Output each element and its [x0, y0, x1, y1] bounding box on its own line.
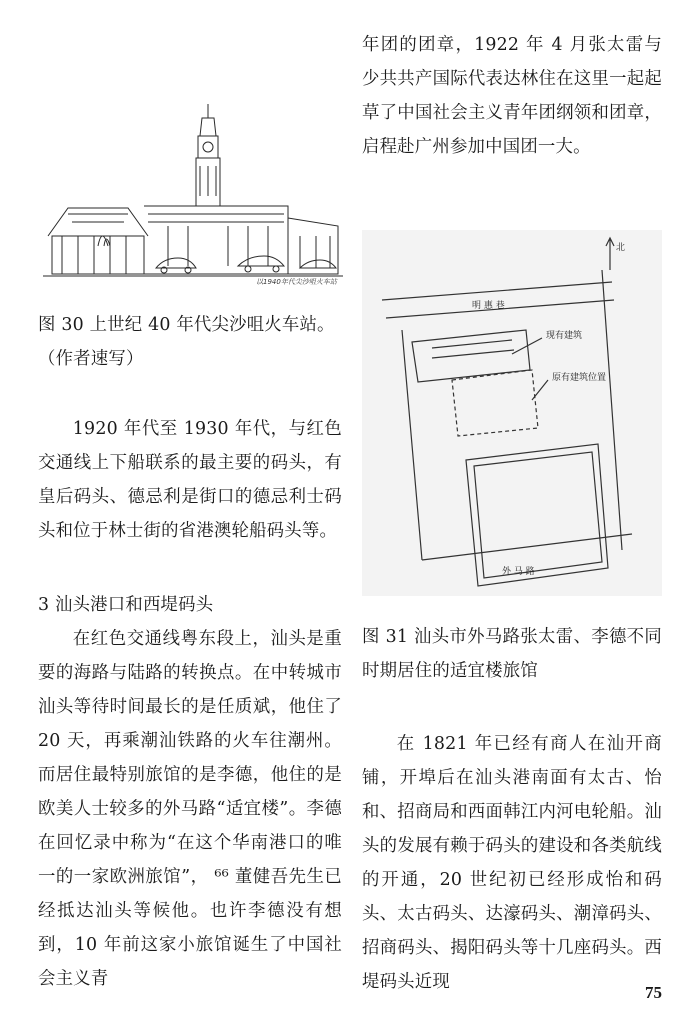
left-paragraph-1 — [38, 412, 342, 548]
figure30-caption — [38, 308, 338, 376]
figure31-caption — [362, 620, 662, 688]
railway-station-sketch — [38, 96, 348, 286]
original-building-label: 原有建筑位置 — [552, 373, 607, 383]
right-paragraph-top-text: 年团的团章，1922 年 4 月张太雷与少共共产国际代表达林住在这里一起起草了中国社会主义青年团纲领和团章，启程赴广州参加中国团一大。 — [362, 35, 662, 157]
sketch-signature: 以1940年代尖沙咀火车站 — [256, 278, 337, 286]
left-paragraph-2-text: 在红色交通线粤东段上，汕头是重要的海路与陆路的转换点。在中转城市汕头等待时间最长的是任质斌，他住了 20 天，再乘潮汕铁路的火车往潮州。而居住最特别旅馆的是李德，他住的是欧美人士较多的外马路“适宜楼”。李德在回忆录中称为“在这个华南港口的唯一的一家欧洲旅馆”， ⁶⁶ 董健吾先生已经抵达汕头等候他。也许李德没有想到，10 年前这家小旅馆诞生了中国社会主义青 — [38, 629, 342, 989]
section-heading-text: 3 汕头港口和西堤码头 — [38, 595, 214, 615]
hotel-site-plan — [362, 230, 662, 596]
page-number: 75 — [645, 983, 662, 1002]
left-paragraph-2 — [38, 622, 342, 996]
existing-building-label: 现有建筑 — [546, 331, 583, 341]
left-paragraph-1-text: 1920 年代至 1930 年代，与红色交通线上下船联系的最主要的码头，有皇后码头、德忌利是街口的德忌利士码头和位于林士街的省港澳轮船码头等。 — [38, 419, 342, 541]
right-paragraph-top — [362, 28, 662, 164]
right-paragraph-text: 在 1821 年已经有商人在汕开商铺，开埠后在汕头港南面有太古、怡和、招商局和西面韩江内河电轮船。汕头的发展有赖于码头的建设和各类航线的开通，20 世纪初已经形成怡和码头、太古码头、达濠码头、潮漳码头、招商码头、揭阳码头等十几座码头。西堤码头近现 — [362, 734, 662, 992]
figure30-caption-line2: （作者速写） — [38, 349, 144, 369]
section-heading — [38, 588, 338, 622]
north-label: 北 — [616, 243, 626, 253]
road-label: 外 马 路 — [502, 567, 535, 577]
lane-label: 明 惠 巷 — [472, 301, 505, 311]
figure30-caption-line1: 图 30 上世纪 40 年代尖沙咀火车站。 — [38, 315, 335, 335]
figure31-caption-text: 图 31 汕头市外马路张太雷、李德不同时期居住的适宜楼旅馆 — [362, 627, 662, 681]
right-paragraph — [362, 727, 662, 999]
